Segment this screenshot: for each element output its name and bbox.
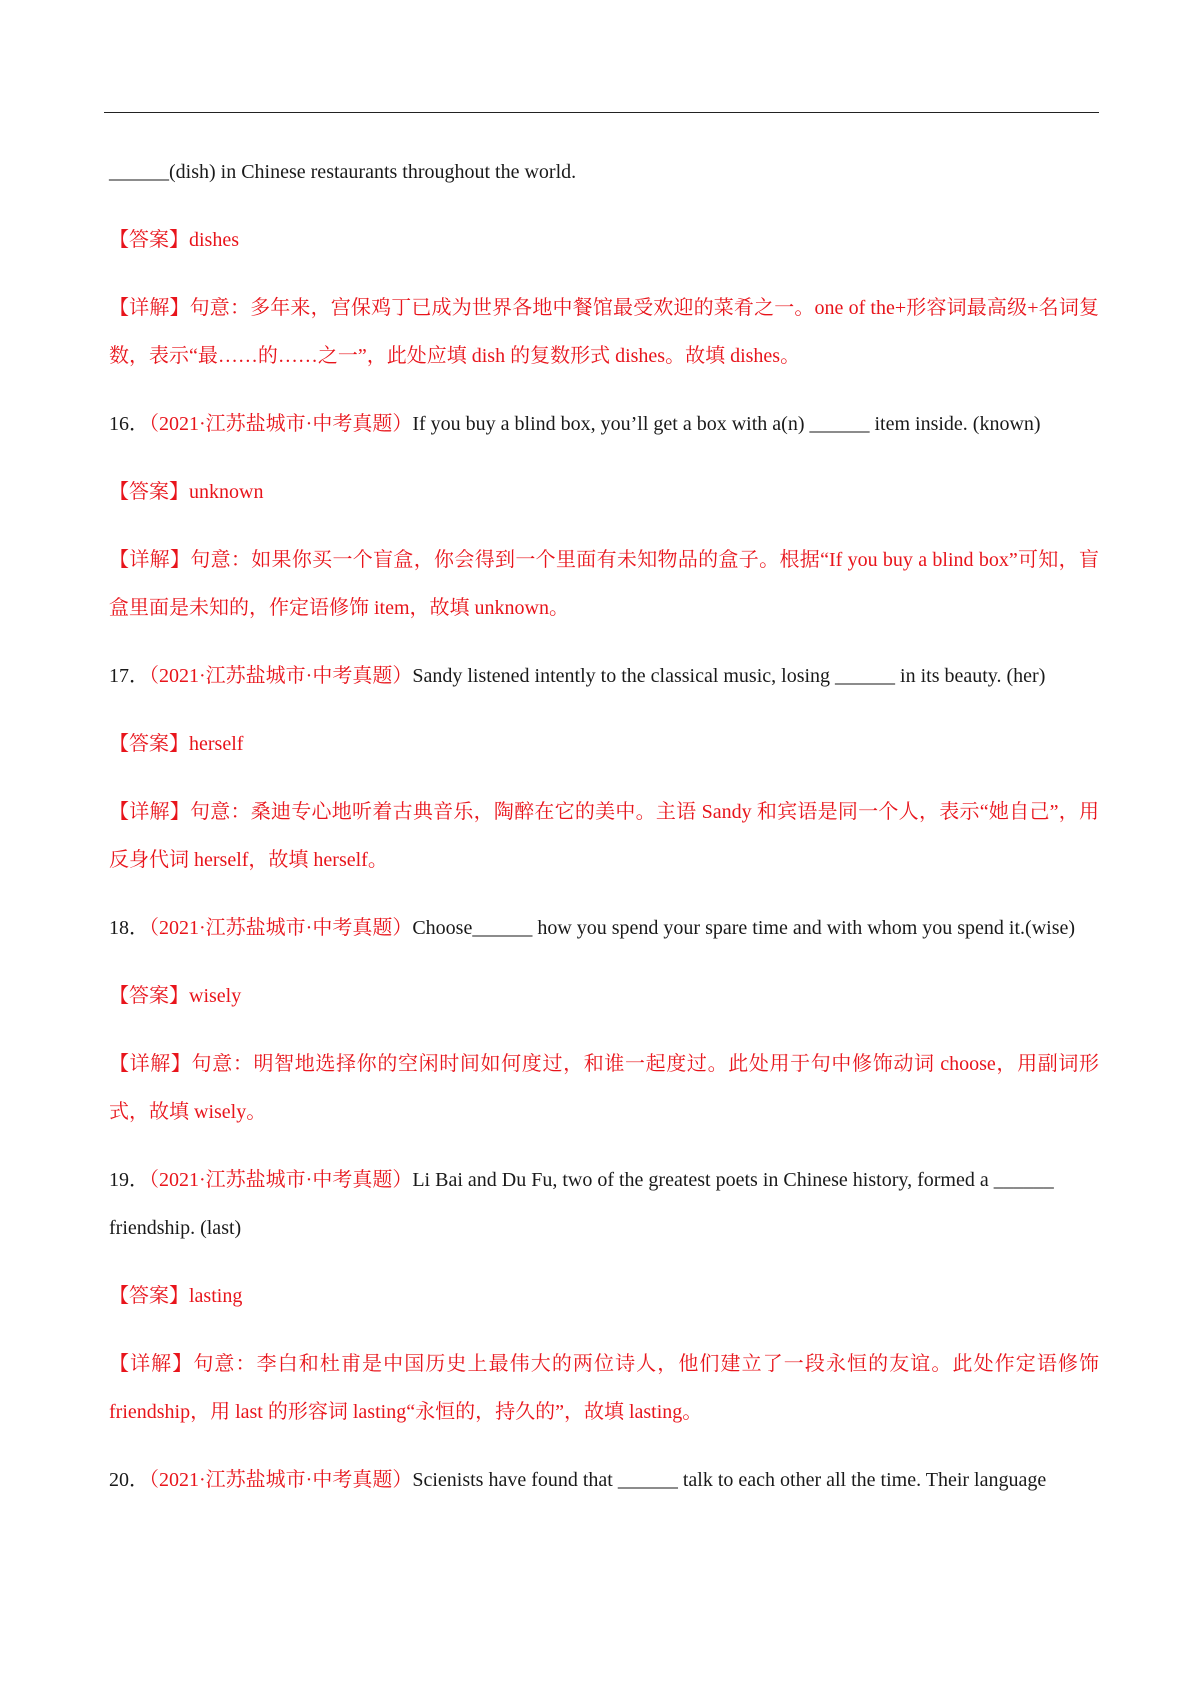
- question-text: Sandy listened intently to the classical music, losing ______ in its beauty. (her): [412, 665, 1046, 687]
- header-rule: [104, 112, 1099, 113]
- question-17: [109, 652, 1099, 700]
- question-number: 18．: [109, 917, 149, 939]
- answer-19: 【答案】lasting: [109, 1285, 243, 1307]
- explanation-18: 【详解】句意：明智地选择你的空闲时间如何度过，和谁一起度过。此处用于句中修饰动词 choose，用副词形式，故填 wisely。: [109, 1053, 1099, 1123]
- question-text: If you buy a blind box, you’ll get a box with a(n) ______ item inside. (known): [412, 413, 1041, 435]
- explanation-17: 【详解】句意：桑迪专心地听着古典音乐，陶醉在它的美中。主语 Sandy 和宾语是同一个人，表示“她自己”，用反身代词 herself，故填 herself。: [109, 801, 1099, 871]
- answer-16: 【答案】unknown: [109, 481, 264, 503]
- question-text: Scienists have found that ______ talk to each other all the time. Their language: [412, 1469, 1047, 1491]
- answer-15: 【答案】dishes: [109, 229, 239, 251]
- question-continuation: ______(dish) in Chinese restaurants throughout the world.: [109, 161, 577, 183]
- question-number: 20．: [109, 1469, 149, 1491]
- question-source: （2021·江苏盐城市·中考真题）: [149, 1169, 413, 1191]
- question-source: （2021·江苏盐城市·中考真题）: [149, 917, 413, 939]
- question-source: （2021·江苏盐城市·中考真题）: [149, 413, 413, 435]
- explanation-19: 【详解】句意：李白和杜甫是中国历史上最伟大的两位诗人，他们建立了一段永恒的友谊。此处作定语修饰 friendship，用 last 的形容词 lasting“永恒的，持久的”，故填 lasting。: [109, 1353, 1099, 1423]
- question-source: （2021·江苏盐城市·中考真题）: [149, 665, 413, 687]
- explanation-16: 【详解】句意：如果你买一个盲盒，你会得到一个里面有未知物品的盒子。根据“If you buy a blind box”可知，盲盒里面是未知的，作定语修饰 item，故填 unknown。: [109, 549, 1099, 619]
- question-20: [109, 1456, 1099, 1504]
- question-number: 19．: [109, 1169, 149, 1191]
- question-16: [109, 400, 1099, 448]
- question-text: Choose______ how you spend your spare time and with whom you spend it.(wise): [412, 917, 1076, 939]
- question-19: [109, 1156, 1099, 1252]
- answer-17: 【答案】herself: [109, 733, 244, 755]
- document-body: [109, 148, 1099, 1524]
- question-18: [109, 904, 1099, 952]
- question-source: （2021·江苏盐城市·中考真题）: [149, 1469, 413, 1491]
- explanation-15: 【详解】句意：多年来，宫保鸡丁已成为世界各地中餐馆最受欢迎的菜肴之一。one of the+形容词最高级+名词复数，表示“最……的……之一”，此处应填 dish 的复数形式 dishes。故填 dishes。: [109, 297, 1099, 367]
- answer-18: 【答案】wisely: [109, 985, 242, 1007]
- question-number: 17．: [109, 665, 149, 687]
- question-number: 16．: [109, 413, 149, 435]
- question-text: Li Bai and Du Fu, two of the greatest poets in Chinese history, formed a ______ friendship. (last): [109, 1169, 1054, 1239]
